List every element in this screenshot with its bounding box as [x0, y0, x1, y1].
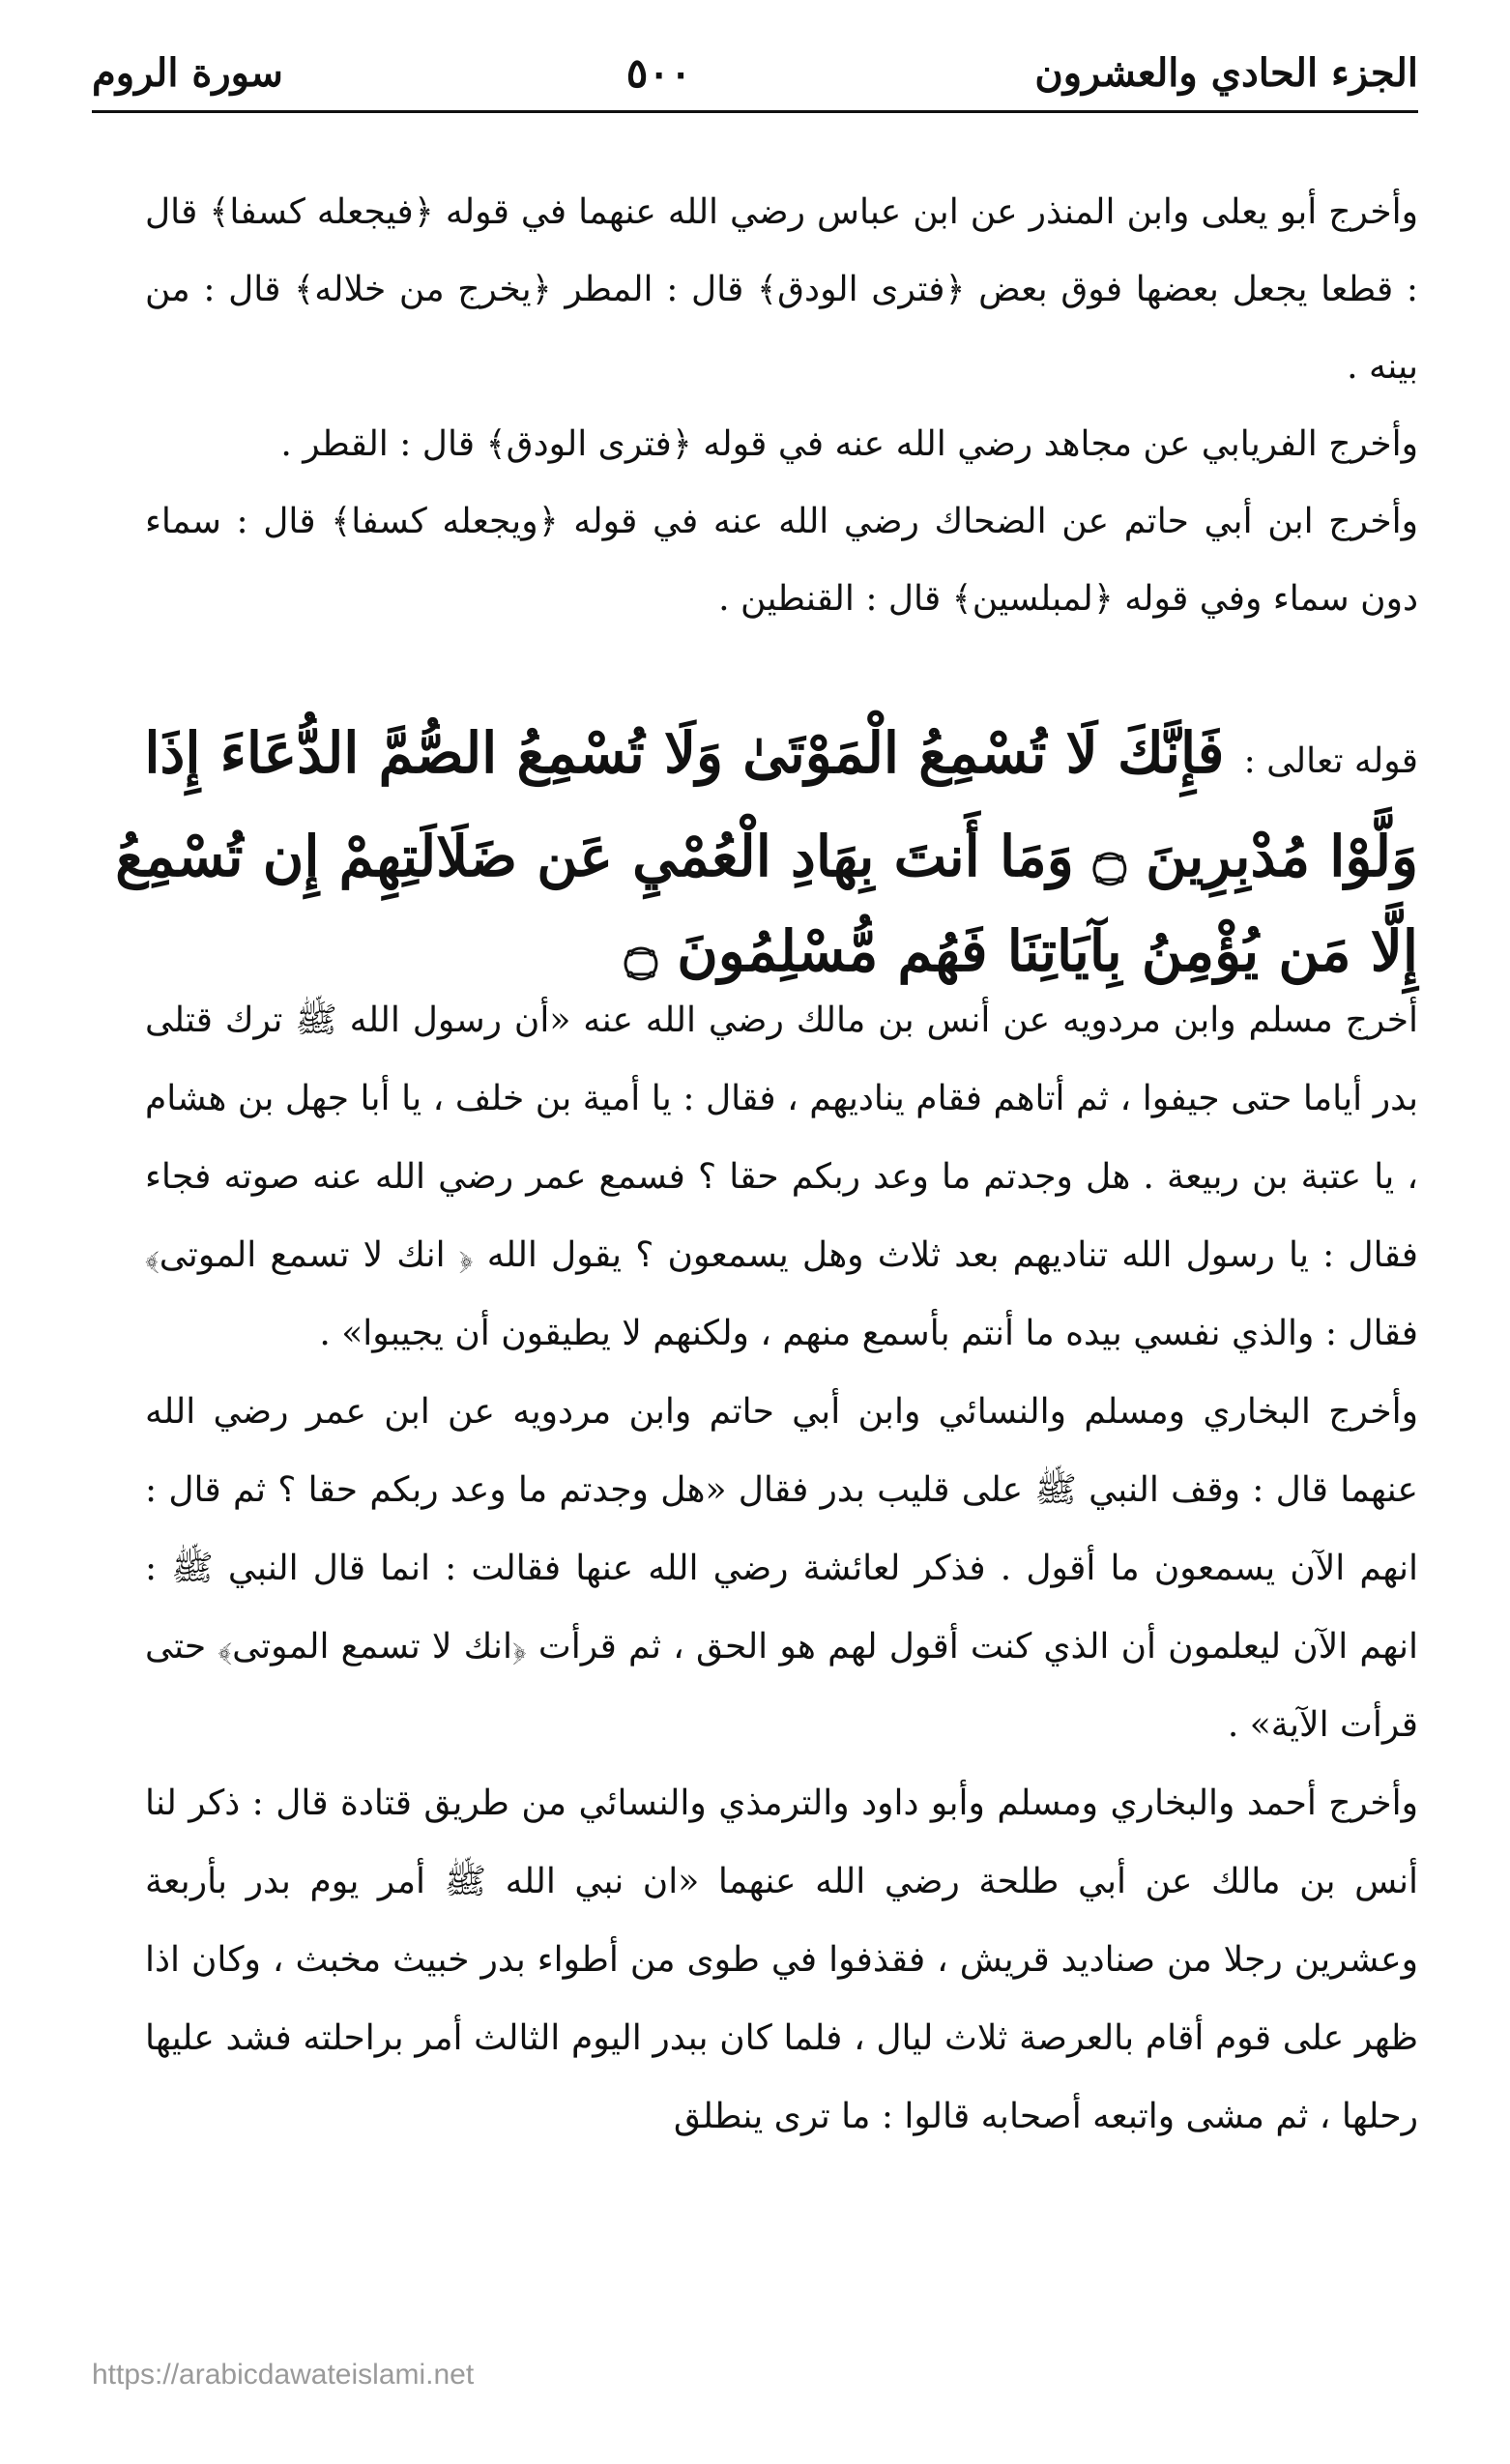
paragraph: وأخرج أبو يعلى وابن المنذر عن ابن عباس رضي الله عنهما في قوله ﴿فيجعله كسفا﴾ قال : قطعا يجعل بعضها فوق بعض ﴿فترى الودق﴾ قال : المطر ﴿يخرج من خلاله﴾ قال : من بينه . — [145, 192, 1418, 387]
paragraph: أخرج مسلم وابن مردويه عن أنس بن مالك رضي الله عنه «أن رسول الله ﷺ ترك قتلى بدر أياما حتى جيفوا ، ثم أتاهم فقام يناديهم ، فقال : يا أمية بن خلف ، يا أبا جهل بن هشام ، يا عتبة بن ربيعة . هل وجدتم ما وعد ربكم حقا ؟ فسمع عمر رضي الله عنه صوته فجاء فقال : يا رسول الله تناديهم بعد ثلاث وهل يسمعون ؟ يقول الله ﴿ انك لا تسمع الموتى﴾ فقال : والذي نفسي بيده ما أنتم بأسمع منهم ، ولكنهم لا يطيقون أن يجيبوا» . — [145, 1000, 1418, 1353]
paragraph: وأخرج البخاري ومسلم والنسائي وابن أبي حاتم وابن مردويه عن ابن عمر رضي الله عنهما قال : وقف النبي ﷺ على قليب بدر فقال «هل وجدتم ما وعد ربكم حقا ؟ ثم قال : انهم الآن يسمعون ما أقول . فذكر لعائشة رضي الله عنها فقالت : انما قال النبي ﷺ : انهم الآن ليعلمون أن الذي كنت أقول لهم هو الحق ، ثم قرأت ﴿انك لا تسمع الموتى﴾ حتى قرأت الآية» . — [145, 1392, 1418, 1745]
commentary-bottom — [145, 981, 1418, 2156]
page-number: ٥٠٠ — [625, 48, 692, 97]
paragraph: وأخرج أحمد والبخاري ومسلم وأبو داود والترمذي والنسائي من طريق قتادة قال : ذكر لنا أنس بن مالك عن أبي طلحة رضي الله عنهما «ان نبي الله ﷺ أمر يوم بدر بأربعة وعشرين رجلا من صناديد قريش ، فقذفوا في طوى من أطواء بدر خبيث مخبث ، وكان اذا ظهر على قوم أقام بالعرصة ثلاث ليال ، فلما كان ببدر اليوم الثالث أمر براحلته فشد عليها رحلها ، ثم مشى واتبعه أصحابه قالوا : ما ترى ينطلق — [145, 1783, 1418, 2136]
verse-lead: قوله تعالى : — [1243, 741, 1418, 781]
paragraph: وأخرج ابن أبي حاتم عن الضحاك رضي الله عنه في قوله ﴿ويجعله كسفا﴾ قال : سماء دون سماء وفي قوله ﴿لمبلسين﴾ قال : القنطين . — [145, 502, 1418, 619]
header-divider — [92, 110, 1418, 113]
paragraph: وأخرج الفريابي عن مجاهد رضي الله عنه في قوله ﴿فترى الودق﴾ قال : القطر . — [280, 424, 1418, 464]
verse-text: فَإِنَّكَ لَا تُسْمِعُ الْمَوْتَىٰ وَلَا تُسْمِعُ الصُّمَّ الدُّعَاءَ إِذَا وَلَّوْا مُدْبِرِينَ ۝ وَمَا أَنتَ بِهَادِ الْعُمْيِ عَن ضَلَالَتِهِمْ إِن تُسْمِعُ إِلَّا مَن يُؤْمِنُ بِآيَاتِنَا فَهُم مُّسْلِمُونَ ۝ — [115, 720, 1418, 984]
page-header — [92, 39, 1418, 106]
watermark-url: https://arabicdawateislami.net — [92, 2359, 475, 2391]
part-title: الجزء الحادي والعشرون — [1034, 49, 1418, 96]
quran-verse — [106, 706, 1418, 984]
surah-title: سورة الروم — [92, 49, 283, 96]
commentary-top — [145, 174, 1418, 638]
